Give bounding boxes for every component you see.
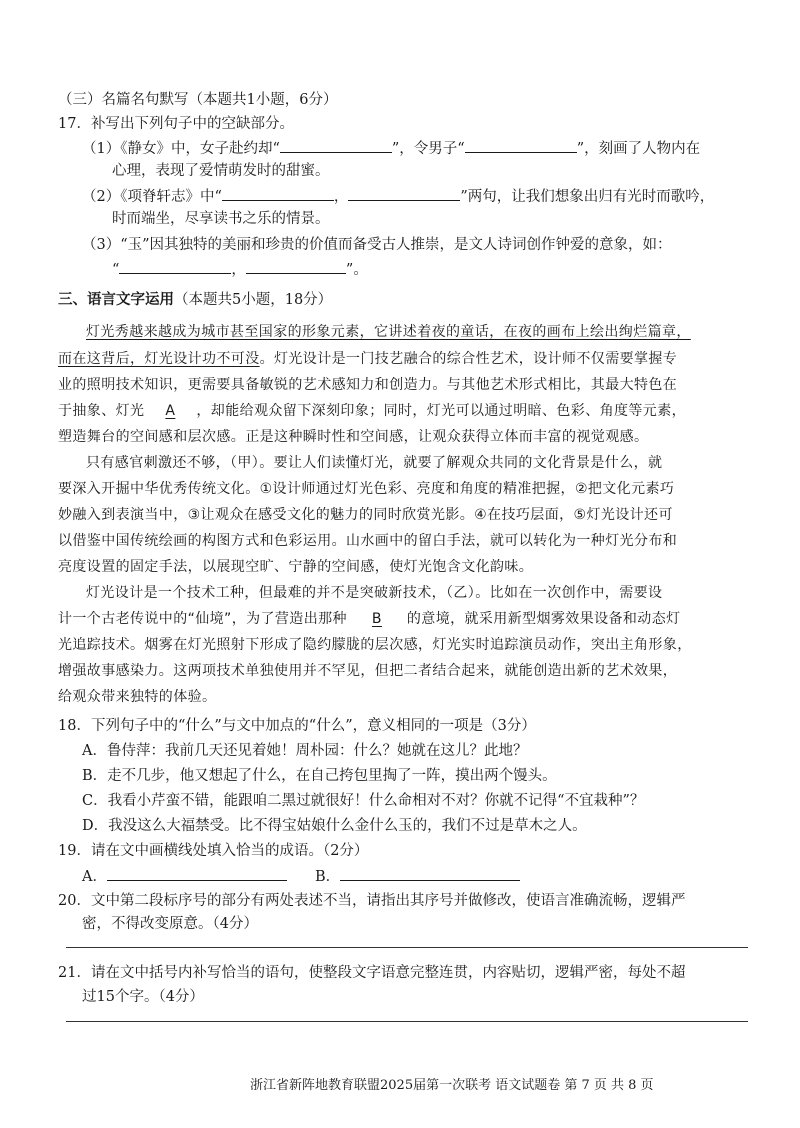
q17-blank-3[interactable] xyxy=(222,186,334,201)
passage-line-9: 以借鉴中国传统绘画的构图方式和色彩运用。山水画中的留白手法，就可以转化为一种灯光分布和 xyxy=(58,533,678,549)
q17-item3-line1: （3）“玉”因其独特的美丽和珍贵的价值而备受古人推崇，是文人诗词创作钟爱的意象，如： xyxy=(82,237,672,253)
passage-line-14: 增强故事感染力。这两项技术单独使用并不罕见，但把二者结合起来，就能创造出新的艺术效果， xyxy=(58,663,678,679)
q19-stem: 19．请在文中画横线处填入恰当的成语。（2分） xyxy=(58,843,369,859)
q18-option-c[interactable]: C．我看小芹蛮不错，能跟咱二黑过就很好！什么命相对不对？你就不记得“不宜栽种”？ xyxy=(82,793,645,809)
q21-line-2: 过15个字。（4分） xyxy=(82,989,204,1005)
q17-blank-2[interactable] xyxy=(465,138,577,153)
passage-line-6: 只有感官刺激还不够，（甲）。要让人们读懂灯光，就要了解观众共同的文化背景是什么，就 xyxy=(86,455,663,471)
q20-line-2: 密，不得改变原意。（4分） xyxy=(82,916,258,932)
q18-option-d[interactable]: D．我没这么大福禁受。比不得宝姑娘什么金什么玉的，我们不过是草木之人。 xyxy=(82,818,587,834)
q17-item2-line1 xyxy=(82,186,714,207)
section3-note: （本题共5小题，18分） xyxy=(174,292,333,308)
q17-item1-text-c: ”，刻画了人物内在 xyxy=(576,141,701,157)
passage-line-12-a: 计一个古老传说中的“仙境”，为了营造出那种 xyxy=(58,611,347,627)
q20-line-1: 20．文中第二段标序号的部分有两处表述不当，请指出其序号并做修改，使语言准确流畅，逻辑严 xyxy=(58,893,686,909)
passage-line-12 xyxy=(58,609,681,629)
q19-answer-b xyxy=(315,866,520,887)
passage-underlined-sentence: 而在这背后，灯光设计功不可没 xyxy=(58,351,260,367)
q17-item3-text-b: ， xyxy=(231,262,246,278)
q19-label-b: B． xyxy=(315,869,341,885)
q17-item3-text-c: ”。 xyxy=(345,262,368,278)
section3-title: 三、语言文字运用 xyxy=(58,291,174,308)
passage-line-5: 塑造舞台的空间感和层次感。正是这种瞬时性和空间感，让观众获得立体而丰富的视觉观感。 xyxy=(58,429,649,445)
q17-item3-line2 xyxy=(112,259,368,280)
blank-a[interactable]: A xyxy=(165,403,176,419)
passage-line-10: 亮度设置的固定手法，以展现空旷、宁静的空间感，使灯光饱含文化韵味。 xyxy=(58,559,534,575)
q17-blank-5[interactable] xyxy=(119,259,231,274)
passage-line-3: 业的照明技术知识，更需要具备敏锐的艺术感知力和创造力。与其他艺术形式相比，其最大特色在 xyxy=(58,377,678,393)
q19-label-a: A． xyxy=(82,869,107,885)
passage-line-15: 给观众带来独特的体验。 xyxy=(58,689,217,705)
passage-line-7: 要深入开掘中华优秀传统文化。①设计师通过灯光色彩、亮度和角度的精准把握，②把文化元素巧 xyxy=(58,481,675,497)
q17-item1-line2: 心理，表现了爱情萌发时的甜蜜。 xyxy=(112,163,330,179)
q17-item2-line2: 时而端坐，尽享读书之乐的情景。 xyxy=(112,211,330,227)
q17-item2-text-c: ”两句，让我们想象出归有光时而歌吟， xyxy=(460,189,715,205)
q17-blank-1[interactable] xyxy=(280,138,392,153)
passage-line-2 xyxy=(58,349,677,369)
q17-blank-4[interactable] xyxy=(348,186,460,201)
section-c-header: （三）名篇名句默写（本题共1小题，6分） xyxy=(58,92,338,108)
section3-header xyxy=(58,290,332,310)
q20-answer-line[interactable] xyxy=(66,947,748,948)
passage-line-4 xyxy=(58,401,686,421)
q18-option-a[interactable]: A．鲁侍萍：我前几天还见着她！周朴园：什么？她就在这儿？此地？ xyxy=(82,743,528,759)
passage-line-1: 灯光秀越来越成为城市甚至国家的形象元素，它讲述着夜的童话，在夜的画布上绘出绚烂篇章， xyxy=(86,324,691,340)
q18-stem: 18．下列句子中的“什么”与文中加点的“什么”，意义相同的一项是（3分） xyxy=(58,718,536,734)
passage-line-4-b: ，却能给观众留下深刻印象；同时，灯光可以通过明暗、色彩、角度等元素， xyxy=(196,403,687,419)
passage-line-11: 灯光设计是一个技术工种，但最难的并不是突破新技术，（乙）。比如在一次创作中，需要设 xyxy=(86,585,663,601)
passage-line-2-rest: 。灯光设计是一门技艺融合的综合性艺术，设计师不仅需要掌握专 xyxy=(259,351,678,367)
passage-line-8: 妙融入到表演当中，③让观众在感受文化的魅力的同时欣赏光影。④在技巧层面，⑤灯光设计还可 xyxy=(58,507,673,523)
q17-stem: 17．补写出下列句子中的空缺部分。 xyxy=(58,116,294,132)
q21-line-1: 21．请在文中括号内补写恰当的语句，使整段文字语意完整连贯，内容贴切，逻辑严密，每处不超 xyxy=(58,965,686,981)
blank-b[interactable]: B xyxy=(371,611,382,627)
q21-answer-line[interactable] xyxy=(66,1021,748,1022)
passage-line-4-a: 于抽象、灯光 xyxy=(58,403,145,419)
q17-item2-text-a: （2）《项脊轩志》中“ xyxy=(82,189,222,205)
page-footer: 浙江省新阵地教育联盟2025届第一次联考 语文试题卷 第 7 页 共 8 页 xyxy=(250,1078,654,1093)
q17-item1-text-b: ”，令男子“ xyxy=(391,141,465,157)
passage-line-13: 光追踪技术。烟雾在灯光照射下形成了隐约朦胧的层次感，灯光实时追踪演员动作，突出主角形象， xyxy=(58,637,692,653)
passage-line-12-b: 的意境，就采用新型烟雾效果设备和动态灯 xyxy=(406,611,681,627)
q19-blank-a[interactable] xyxy=(107,866,287,881)
q19-blank-b[interactable] xyxy=(340,866,520,881)
q18-option-b[interactable]: B．走不几步，他又想起了什么，在自己挎包里掏了一阵，摸出两个馒头。 xyxy=(82,768,557,784)
q19-answer-a xyxy=(82,866,287,887)
q17-item2-text-b: ， xyxy=(333,189,349,205)
q17-item1-line1 xyxy=(82,138,700,159)
q17-item1-text-a: （1）《静女》中，女子赴约却“ xyxy=(82,141,280,157)
q17-item3-text-a: “ xyxy=(112,262,120,278)
q17-blank-6[interactable] xyxy=(246,259,346,274)
